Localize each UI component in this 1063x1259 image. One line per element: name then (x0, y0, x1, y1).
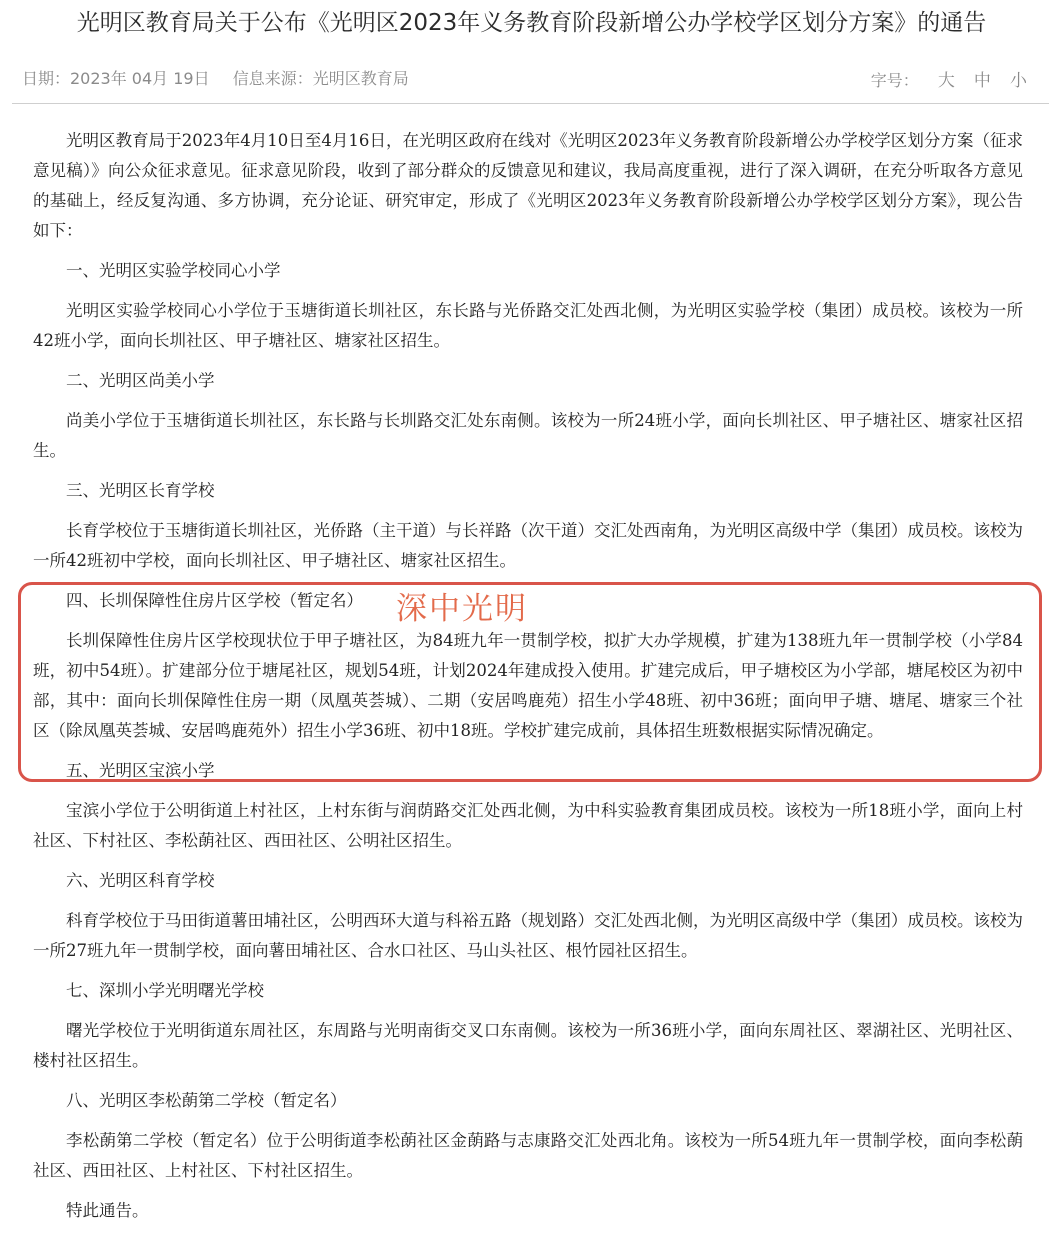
section-heading: 特此通告。 (66, 1201, 149, 1220)
paragraph: 光明区实验学校同心小学位于玉塘街道长圳社区，东长路与光侨路交汇处西北侧，为光明区实验学校（集团）成员校。该校为一所42班小学，面向长圳社区、甲子塘社区、塘家社区招生。 (33, 301, 1023, 350)
paragraph: 长育学校位于玉塘街道长圳社区，光侨路（主干道）与长祥路（次干道）交汇处西南角，为光明区高级中学（集团）成员校。该校为一所42班初中学校，面向长圳社区、甲子塘社区、塘家社区招生。 (33, 521, 1023, 570)
font-size-switcher (871, 66, 1027, 91)
paragraph: 长圳保障性住房片区学校现状位于甲子塘社区，为84班九年一贯制学校，拟扩大办学规模，扩建为138班九年一贯制学校（小学84班，初中54班）。扩建部分位于塘尾社区，规划54班，计划2024年建成投入使用。扩建完成后，甲子塘校区为小学部，塘尾校区为初中部，其中：面向长圳保障性住房一期（凤凰英荟城）、二期（安居鸣鹿苑）招生小学48班、初中36班；面向甲子塘、塘尾、塘家三个社区（除凤凰英荟城、安居鸣鹿苑外）招生小学36班、初中18班。学校扩建完成前，具体招生班数根据实际情况确定。 (33, 631, 1023, 740)
paragraph: 李松蓢第二学校（暂定名）位于公明街道李松蓢社区金蓢路与志康路交汇处西北角。该校为一所54班九年一贯制学校，面向李松蓢社区、西田社区、上村社区、下村社区招生。 (33, 1131, 1023, 1180)
paragraph: 曙光学校位于光明街道东周社区，东周路与光明南街交叉口东南侧。该校为一所36班小学，面向东周社区、翠湖社区、光明社区、楼村社区招生。 (33, 1021, 1023, 1070)
paragraph: 尚美小学位于玉塘街道长圳社区，东长路与长圳路交汇处东南侧。该校为一所24班小学，面向长圳社区、甲子塘社区、塘家社区招生。 (33, 411, 1023, 460)
section-heading: 三、光明区长育学校 (66, 481, 215, 500)
info-source: 信息来源：光明区教育局 (232, 69, 409, 88)
section-heading: 五、光明区宝滨小学 (66, 761, 215, 780)
meta-left (22, 66, 427, 89)
section-heading: 八、光明区李松蓢第二学校（暂定名） (66, 1091, 347, 1110)
header-divider (12, 103, 1049, 104)
section-heading: 一、光明区实验学校同心小学 (66, 261, 281, 280)
watermark-text: 深中光明 (396, 591, 528, 627)
paragraph: 科育学校位于马田街道薯田埔社区，公明西环大道与科裕五路（规划路）交汇处西北侧，为光明区高级中学（集团）成员校。该校为一所27班九年一贯制学校，面向薯田埔社区、合水口社区、马山头社区、根竹园社区招生。 (33, 911, 1023, 960)
section-heading: 二、光明区尚美小学 (66, 371, 215, 390)
page-title: 光明区教育局关于公布《光明区2023年义务教育阶段新增公办学校学区划分方案》的通告 (76, 10, 987, 36)
font-size-medium-button[interactable]: 中 (973, 71, 991, 91)
paragraph: 光明区教育局于2023年4月10日至4月16日，在光明区政府在线对《光明区2023年义务教育阶段新增公办学校学区划分方案（征求意见稿）》向公众征求意见。征求意见阶段，收到了部分群众的反馈意见和建议，我局高度重视，进行了深入调研，在充分听取各方意见的基础上，经反复沟通、多方协调，充分论证、研究审定，形成了《光明区2023年义务教育阶段新增公办学校学区划分方案》，现公告如下： (33, 131, 1023, 240)
paragraph: 宝滨小学位于公明街道上村社区，上村东街与润荫路交汇处西北侧，为中科实验教育集团成员校。该校为一所18班小学，面向上村社区、下村社区、李松蓢社区、西田社区、公明社区招生。 (33, 801, 1023, 850)
font-size-small-button[interactable]: 小 (1010, 71, 1027, 91)
font-size-large-button[interactable]: 大 (937, 71, 955, 91)
article-meta (22, 66, 1027, 92)
section-heading: 四、长圳保障性住房片区学校（暂定名） (66, 591, 363, 610)
article-body (33, 126, 1023, 1236)
section-heading: 六、光明区科育学校 (66, 871, 215, 890)
font-size-label: 字号： (870, 71, 919, 90)
section-heading: 七、深圳小学光明曙光学校 (66, 981, 264, 1000)
publish-date: 日期：2023年 04月 19日 (22, 69, 210, 88)
